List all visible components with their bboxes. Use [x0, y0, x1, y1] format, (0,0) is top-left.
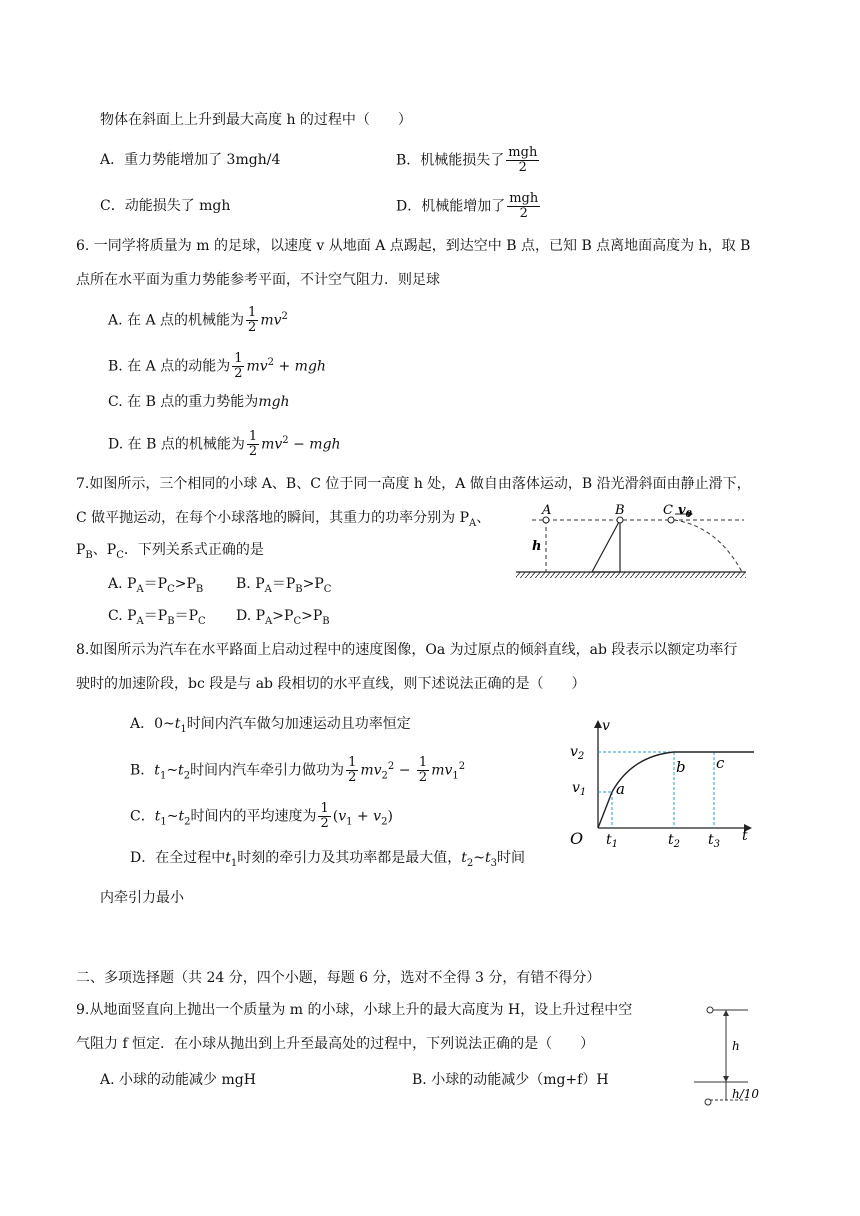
label-c: C [663, 503, 673, 518]
q6-option-c-text: C. 在 B 点的重力势能为 [108, 394, 259, 410]
fraction-denominator: 2 [348, 770, 357, 785]
t2-label: $t_2$ [668, 832, 681, 848]
q9-stem-line1: 9.从地面竖直向上抛出一个质量为 m 的小球，小球上升的最大高度为 H，设上升过程中空 [76, 1002, 633, 1018]
q5-option-d [396, 192, 542, 221]
q8-option-d [130, 848, 525, 874]
q8-option-a [130, 714, 411, 740]
q6-option-a [108, 306, 288, 335]
subscript-a: A [265, 615, 273, 627]
option-label: D. P [236, 608, 266, 624]
square-exponent: 2 [458, 760, 466, 772]
mgh-term: + mgh [274, 358, 326, 375]
q5-option-c: C．动能损失了 mgh [100, 198, 231, 214]
option-label: C. P [108, 608, 137, 624]
bottom-ball [705, 1099, 711, 1105]
q9-option-a: A. 小球的动能减少 mgH [100, 1072, 256, 1088]
fraction-numerator: mgh [508, 145, 538, 160]
fraction-numerator: 1 [348, 755, 357, 770]
fraction-denominator: 2 [234, 366, 243, 381]
q8-option-d-tail: 时间 [497, 850, 526, 866]
mv-term: mv [260, 312, 282, 329]
fraction-numerator: 1 [248, 429, 258, 444]
q8-option-a-text: 时间内汽车做匀加速运动且功率恒定 [186, 716, 411, 732]
q6-option-b-text: B. 在 A 点的动能为 [108, 358, 231, 375]
q6-option-a-text: A. 在 A 点的机械能为 [108, 312, 245, 329]
p-symbol: P [106, 542, 117, 558]
q5-option-b [396, 146, 541, 175]
t-symbol: t [178, 762, 184, 779]
fraction-denominator: 2 [320, 816, 329, 831]
subscript-a: A [264, 583, 272, 595]
v2-label: $v_2$ [570, 744, 585, 762]
q5-option-d-fraction [507, 192, 540, 221]
sub-1: 1 [452, 770, 459, 782]
op: ＝ [143, 576, 158, 592]
option-label: A． [130, 716, 155, 732]
q7-option-c: C. $P_A=P_B=P_C$ [108, 608, 206, 627]
sub-2: 2 [183, 770, 191, 782]
q7-figure [512, 498, 752, 582]
q5-option-b-fraction [506, 146, 539, 175]
q7-stem-line3 [76, 540, 264, 566]
label-h: h [732, 1039, 740, 1053]
q8-stem-line1: 8.如图所示为汽车在水平路面上启动过程中的速度图像，Oa 为过原点的倾斜直线，ab 段表示以额定功率行 [76, 642, 738, 658]
fraction-numerator: 1 [248, 305, 257, 320]
q7-option-a: A. $P_A=P_C>P_B$ [108, 576, 204, 595]
subscript-b: B [85, 549, 93, 561]
t-symbol: t [154, 762, 160, 779]
projectile-path [674, 520, 742, 572]
mv-term: mv [261, 436, 283, 453]
fraction-denominator: 2 [519, 206, 528, 221]
section2-heading: 二、多项选择题（共 24 分，四个小题，每题 6 分，选对不全得 3 分，有错不得分） [76, 970, 601, 986]
op: > [301, 608, 313, 624]
half-fraction [346, 756, 358, 785]
subscript-c: C [167, 583, 175, 595]
q5-option-d-text: D．机械能增加了 [396, 198, 506, 215]
t-symbol: t [154, 808, 161, 825]
q5-option-b-text: B．机械能损失了 [396, 152, 505, 169]
q8-stem-line2: 驶时的加速阶段，bc 段是与 ab 段相切的水平直线，则下述说法正确的是（ ） [76, 676, 586, 692]
incline [592, 520, 620, 572]
q7-stem-line2-text: C 做平抛运动，在每个小球落地的瞬间，其重力的功率分别为 P [76, 510, 470, 526]
fraction-denominator: 2 [418, 770, 428, 785]
square-exponent: 2 [267, 356, 275, 368]
sub-3: 3 [490, 857, 498, 869]
op: ＝ [271, 576, 286, 592]
op: ＝ [143, 608, 158, 624]
subscript-b: B [295, 583, 303, 595]
fraction-denominator: 2 [518, 160, 527, 175]
subscript-c: C [197, 615, 206, 627]
op: > [272, 608, 285, 624]
option-label: C． [130, 808, 155, 825]
fraction-numerator: mgh [509, 191, 539, 206]
minus-op: − [394, 762, 415, 779]
q6-option-d [108, 430, 341, 459]
q7-stem-line1: 7.如图所示，三个相同的小球 A、B、C 位于同一高度 h 处，A 做自由落体运动，B 沿光滑斜面由静止滑下， [76, 476, 751, 492]
op: > [302, 576, 315, 592]
q9-figure [690, 1000, 780, 1110]
op: > [174, 576, 187, 592]
fraction-numerator: 1 [320, 801, 329, 816]
tilde: ~ [166, 762, 179, 779]
mgh-term: mgh [258, 394, 290, 410]
q8-option-d-continued: 内牵引力最小 [100, 890, 184, 906]
zero: 0 [154, 716, 164, 732]
q8-option-b-text: 时间内汽车牵引力做功为 [190, 762, 345, 779]
origin-label: O [570, 829, 584, 848]
t-symbol: t [461, 850, 467, 866]
t3-label: $t_3$ [708, 832, 721, 848]
label-a: A [542, 503, 552, 518]
subscript-a: A [136, 583, 144, 595]
h-arrow-down [723, 1076, 729, 1082]
t-symbol: t [225, 850, 231, 866]
subscript-c: C [116, 549, 124, 561]
q8-vt-graph [562, 716, 758, 848]
label-b: B [615, 503, 625, 518]
q8-option-b: B．$t_1\sim t_2$时间内汽车牵引力做功为 $\frac{1}{2}$ $mv_2^2$ − $\frac{1}{2}$ $mv_1^2$ [130, 755, 466, 785]
square-exponent: 2 [387, 760, 395, 772]
t-axis-label: t [742, 828, 748, 844]
q7-option-b: B. $P_A=P_B>P_C$ [236, 576, 332, 595]
tilde: ~ [473, 850, 485, 866]
sub-1: 1 [180, 723, 187, 735]
mv-term: mv [246, 358, 268, 375]
p-symbol: P [76, 542, 86, 558]
subscript-b: B [167, 615, 175, 627]
label-v0: $v_0$ [678, 503, 692, 520]
tilde: ~ [163, 716, 175, 732]
subscript-a: A [469, 517, 477, 529]
v-axis-label: v [602, 718, 610, 734]
point-a-label: a [616, 780, 625, 798]
t-symbol: t [174, 716, 181, 732]
punct: 、 [92, 542, 107, 558]
point-b-label: b [676, 758, 686, 776]
t-symbol: t [178, 808, 185, 825]
subscript-a: A [136, 615, 144, 627]
q5-option-a: A．重力势能增加了 3mgh/4 [100, 152, 281, 168]
q5-stem: 物体在斜面上上升到最大高度 h 的过程中（ ） [100, 112, 412, 128]
square-exponent: 2 [281, 310, 288, 322]
q8-option-d-text: D．在全过程中 [130, 850, 226, 866]
q9-option-b: B. 小球的动能减少（mg+f）H [412, 1072, 609, 1088]
q8-option-c-text: 时间内的平均速度为 [190, 808, 317, 825]
q9-stem-line2: 气阻力 f 恒定．在小球从抛出到上升至最高处的过程中，下列说法正确的是（ ） [76, 1036, 595, 1052]
sub-2: 2 [381, 770, 388, 782]
half-fraction [246, 306, 258, 335]
q6-option-c [108, 392, 290, 412]
half-fraction [232, 352, 244, 381]
half-fraction [417, 756, 429, 785]
segment-oa [598, 792, 612, 828]
fraction-numerator: 1 [234, 351, 243, 366]
q7-option-d: D. $P_A>P_C>P_B$ [236, 608, 330, 627]
q6-option-d-text: D. 在 B 点的机械能为 [108, 436, 245, 453]
top-ball [707, 1007, 713, 1013]
ground-hatching [516, 572, 746, 578]
subscript-b: B [322, 615, 330, 627]
point-c-label: c [716, 754, 725, 772]
subscript-c: C [323, 583, 332, 595]
q7-stem-line2 [76, 508, 490, 534]
sub-2: 2 [466, 857, 474, 869]
q7-stem-line3-text: ．下列关系式正确的是 [123, 542, 264, 558]
v1-label: $v_1$ [572, 780, 587, 798]
q6-stem-line1: 6. 一同学将质量为 m 的足球，以速度 v 从地面 A 点踢起，到达空中 B 点，已知 B 点离地面高度为 h，取 B [76, 238, 751, 254]
q6-option-b [108, 352, 326, 381]
square-exponent: 2 [282, 434, 289, 446]
subscript-c: C [293, 615, 302, 627]
mgh-term: − mgh [288, 436, 341, 453]
sub-1: 1 [230, 857, 238, 869]
subscript-b: B [195, 583, 204, 595]
fraction-denominator: 2 [248, 444, 258, 459]
v-axis-arrow [594, 720, 602, 728]
sub-1: 1 [160, 816, 167, 828]
label-h10: h/10 [732, 1087, 760, 1101]
sub-1: 1 [346, 816, 353, 828]
sub-2: 2 [184, 816, 191, 828]
q8-option-d-mid: 时刻的牵引力及其功率都是最大值， [237, 850, 462, 866]
t1-label: $t_1$ [606, 832, 619, 848]
h-arrow-up [723, 1010, 729, 1016]
option-label: B. P [236, 576, 265, 592]
q6-stem-line2: 点所在水平面为重力势能参考平面，不计空气阻力．则足球 [76, 272, 440, 288]
punct: 、 [476, 510, 491, 526]
half-fraction [318, 802, 330, 831]
option-label: B． [130, 762, 155, 779]
q8-option-c: C．$t_1\sim t_2$时间内的平均速度为 $\frac{1}{2}$ $(v_1 + v_2)$ [130, 801, 393, 831]
label-h: h [532, 539, 542, 554]
option-label: A. P [108, 576, 137, 592]
sub-2: 2 [381, 816, 388, 828]
t-symbol: t [485, 850, 491, 866]
fraction-numerator: 1 [418, 755, 428, 770]
half-fraction [247, 430, 259, 459]
op: ＝ [174, 608, 189, 624]
tilde: ~ [166, 808, 179, 825]
sub-1: 1 [159, 770, 167, 782]
fraction-denominator: 2 [248, 320, 257, 335]
